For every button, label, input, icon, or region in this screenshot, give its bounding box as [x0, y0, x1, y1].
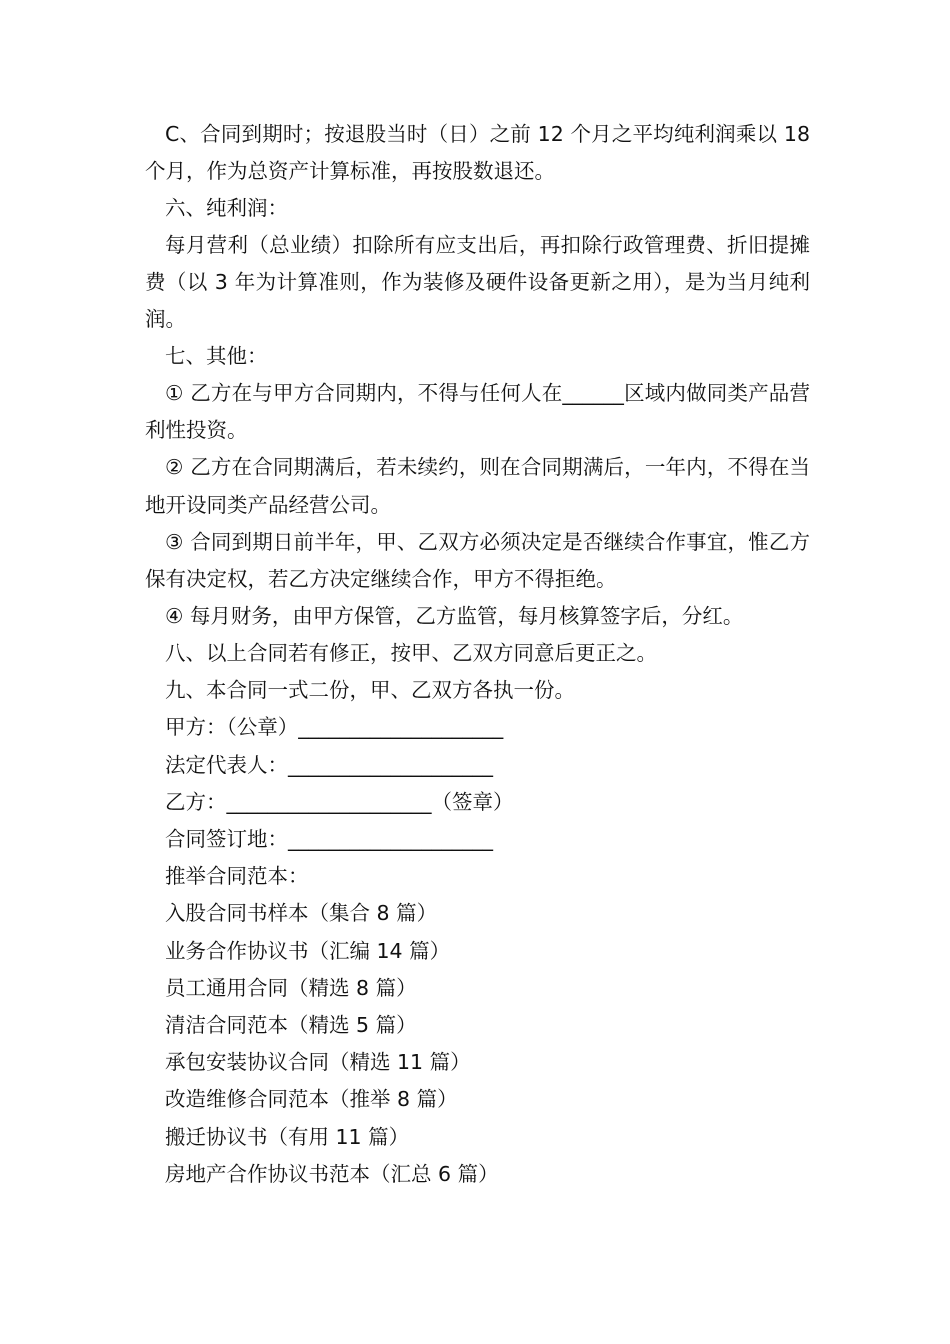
section-seven-item-1: ① 乙方在与甲方合同期内，不得与任何人在______区域内做同类产品营利性投资。	[145, 381, 810, 443]
recommended-item: 清洁合同范本（精选 5 篇）	[165, 1013, 417, 1038]
recommended-item: 员工通用合同（精选 8 篇）	[165, 975, 417, 1000]
section-seven-item-2: ② 乙方在合同期满后，若未续约，则在合同期满后，一年内，不得在当地开设同类产品经营公司。	[145, 455, 810, 517]
section-six-body: 每月营利（总业绩）扣除所有应支出后，再扣除行政管理费、折旧提摊费（以 3 年为计算准则，作为装修及硬件设备更新之用），是为当月纯利润。	[145, 233, 810, 331]
document-body	[145, 116, 810, 1193]
recommended-item: 房地产合作协议书范本（汇总 6 篇）	[165, 1161, 499, 1186]
recommended-heading: 推举合同范本：	[165, 864, 309, 889]
clause-c: C、合同到期时；按退股当时（日）之前 12 个月之平均纯利润乘以 18 个月，作为总资产计算标准，再按股数退还。	[145, 122, 810, 183]
section-nine: 九、本合同一式二份，甲、乙双方各执一份。	[165, 678, 575, 703]
section-six-heading: 六、纯利润：	[165, 196, 288, 220]
legal-representative-line: 法定代表人：____________________	[165, 752, 493, 777]
section-seven-heading: 七、其他：	[165, 344, 268, 368]
section-seven-item-3: ③ 合同到期日前半年，甲、乙双方必须决定是否继续合作事宜，惟乙方保有决定权，若乙方决定继续合作，甲方不得拒绝。	[145, 529, 810, 592]
recommended-item: 业务合作协议书（汇编 14 篇）	[165, 938, 451, 963]
recommended-item: 改造维修合同范本（推举 8 篇）	[165, 1087, 458, 1112]
recommended-item: 搬迁协议书（有用 11 篇）	[165, 1124, 410, 1149]
section-seven-item-4: ④ 每月财务，由甲方保管，乙方监管，每月核算签字后，分红。	[165, 604, 744, 629]
party-b-signature-line: 乙方：____________________（签章）	[165, 789, 514, 814]
party-a-signature-line: 甲方：（公章）____________________	[165, 715, 504, 740]
recommended-item: 承包安装协议合同（精选 11 篇）	[165, 1050, 471, 1075]
section-eight: 八、以上合同若有修正，按甲、乙双方同意后更正之。	[165, 641, 657, 666]
signing-place-line: 合同签订地：____________________	[165, 827, 493, 852]
recommended-item: 入股合同书样本（集合 8 篇）	[165, 901, 438, 926]
